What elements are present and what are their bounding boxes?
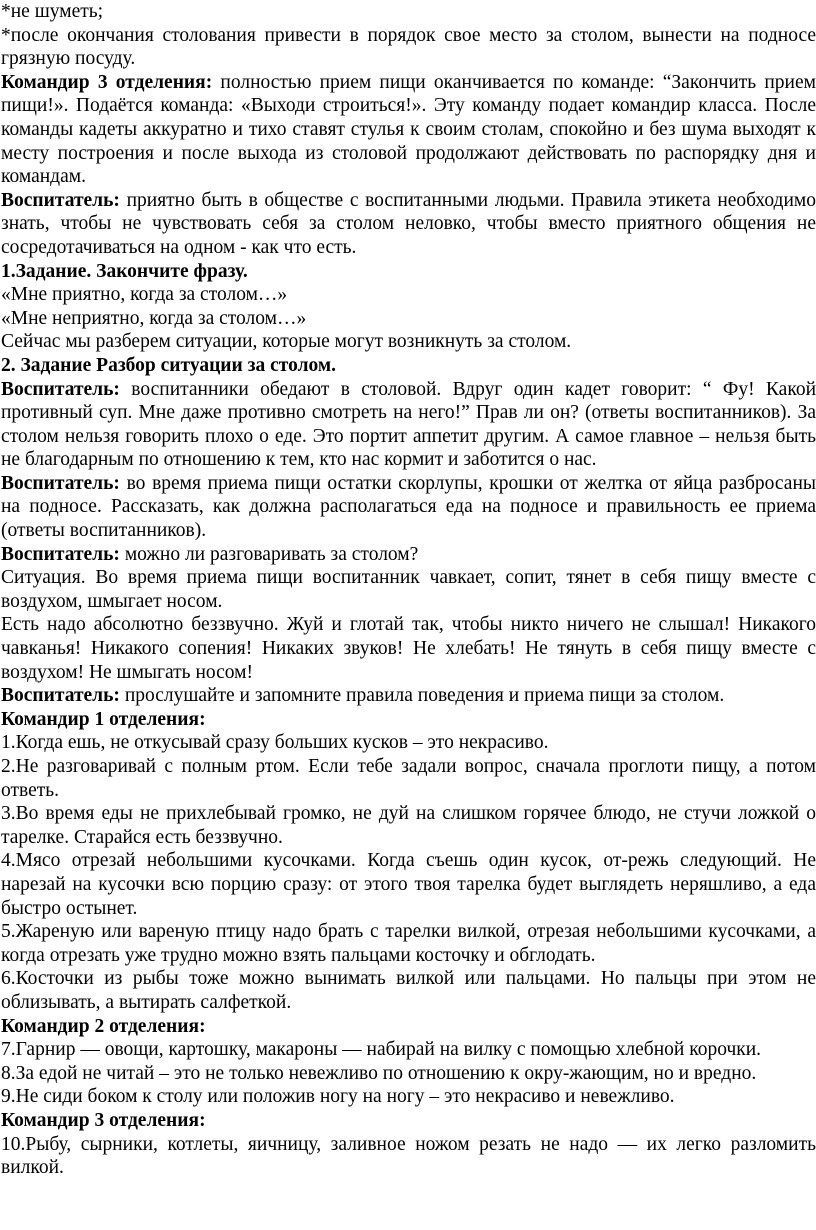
paragraph-text: 3.Во время еды не прихлебывай громко, не дуй на слишком горячее блюдо, не стучи ложкой о тарелке. Старайся есть беззвучно.: [1, 803, 816, 848]
p-rule-3: [1, 802, 816, 849]
paragraph-text: во время приема пищи остатки скорлупы, крошки от желтка от яйца разбросаны на подносе. Рассказать, как должна располагаться еда на подносе и правильность ее приема (ответы воспитанников).: [1, 472, 816, 542]
paragraph-text: Сейчас мы разберем ситуации, которые могут возникнуть за столом.: [1, 331, 572, 353]
paragraph-text: 4.Мясо отрезай небольшими кусочками. Когда съешь один кусок, от-режь следующий. Не нарезай на кусочки всю порцию сразу: от этого твоя тарелка будет выглядеть неряшливо, а еда быстро остынет.: [1, 850, 816, 919]
speaker-label: 2. Задание Разбор ситуации за столом.: [1, 354, 337, 376]
p-posle-okonchaniya: [1, 24, 816, 71]
p-rule-4: [1, 849, 816, 920]
p-seychas-razberem: [1, 330, 816, 354]
p-est-bezzvuchno: [1, 613, 816, 684]
paragraph-text: Ситуация. Во время приема пищи воспитанник чавкает, сопит, тянет в себя пищу вместе с воздухом, шмыгает носом.: [1, 567, 816, 612]
p-vospitatel-proslushayte: [1, 684, 816, 708]
p-zadanie-2: [1, 354, 816, 378]
p-vospitatel-skorlupa: [1, 472, 816, 543]
p-vospitatel-obedayut: [1, 378, 816, 472]
paragraph-text: полностью прием пищи оканчивается по команде: “Закончить прием пищи!». Подаётся команда: «Выходи строиться!». Эту команду подает командир класса. После команды кадеты аккуратно и тихо ставят стулья к своим столам, спокойно и без шума выходят к месту построения и после выхода из столовой продолжают действовать по распорядку дня и командам.: [1, 71, 816, 188]
paragraph-text: «Мне неприятно, когда за столом…»: [1, 307, 307, 329]
speaker-label: Воспитатель:: [1, 189, 120, 211]
p-rule-10: [1, 1133, 816, 1180]
p-vospitatel-priyatno: [1, 189, 816, 260]
paragraph-text: 8.За едой не читай – это не только невежливо по отношению к окру-жающим, но и вредно.: [1, 1062, 757, 1084]
speaker-label: Воспитатель:: [1, 378, 120, 400]
p-rule-7: [1, 1038, 816, 1062]
p-mne-priyatno: [1, 283, 816, 307]
paragraph-text: воспитанники обедают в столовой. Вдруг один кадет говорит: “ Фу! Какой противный суп. Мне даже противно смотреть на него!” Прав ли он? (ответы воспитанников). За столом нельзя говорить плохо о еде. Это портит аппетит другим. А самое главное – нельзя быть не благодарным по отношению к тем, кто нас кормит и заботится о нас.: [1, 378, 816, 471]
p-komandir1-heading: [1, 708, 816, 732]
paragraph-text: 10.Рыбу, сырники, котлеты, яичницу, заливное ножом резать не надо — их легко разломить вилкой.: [1, 1133, 816, 1179]
paragraph-text: 6.Косточки из рыбы тоже можно вынимать вилкой или пальцами. Но пальцы при этом не облизывать, а вытирать салфеткой.: [1, 968, 816, 1013]
p-situaciya-chavkaet: [1, 566, 816, 613]
speaker-label: Командир 1 отделения:: [1, 708, 206, 730]
p-komandir3-zakonchit: [1, 71, 816, 189]
speaker-label: Командир 2 отделения:: [1, 1015, 206, 1037]
speaker-label: Воспитатель:: [1, 685, 120, 707]
p-zadanie-1: [1, 260, 816, 284]
p-rule-6: [1, 967, 816, 1014]
speaker-label: 1.Задание. Закончите фразу.: [1, 260, 248, 282]
speaker-label: Командир 3 отделения:: [1, 1109, 206, 1131]
p-rule-2: [1, 755, 816, 802]
paragraph-text: 9.Не сиди боком к столу или положив ногу на ногу – это некрасиво и невежливо.: [1, 1086, 675, 1108]
paragraph-text: 7.Гарнир — овощи, картошку, макароны — набирай на вилку с помощью хлебной корочки.: [1, 1039, 762, 1061]
paragraph-text: «Мне приятно, когда за столом…»: [1, 284, 288, 306]
p-vospitatel-razgovarivat: [1, 543, 816, 567]
p-mne-nepriyatno: [1, 307, 816, 331]
paragraph-text: 2.Не разговаривай с полным ртом. Если тебе задали вопрос, сначала проглоти пищу, а потом ответь.: [1, 756, 816, 801]
paragraph-text: приятно быть в обществе с воспитанными людьми. Правила этикета необходимо знать, чтобы не чувствовать себя за столом неловко, чтобы вместо приятного общения не сосредотачиваться на одном - как что есть.: [1, 189, 816, 258]
paragraph-text: 5.Жареную или вареную птицу надо брать с тарелки вилкой, отрезая небольшими кусочками, а когда отрезать уже трудно можно взять пальцами косточку и обглодать.: [1, 921, 816, 966]
p-komandir3-heading: [1, 1109, 816, 1133]
paragraph-text: Есть надо абсолютно беззвучно. Жуй и глотай так, чтобы никто ничего не слышал! Никакого чавканья! Никакого сопения! Никаких звуков! Не хлебать! Не тянуть в себя пищу вместе с воздухом! Не шмыгать носом!: [1, 614, 816, 683]
p-komandir2-heading: [1, 1015, 816, 1039]
paragraph-text: прослушайте и запомните правила поведения и приема пищи за столом.: [119, 685, 725, 707]
p-rule-5: [1, 920, 816, 967]
paragraph-text: *не шуметь;: [1, 1, 104, 22]
paragraph-text: 1.Когда ешь, не откусывай сразу больших кусков – это некрасиво.: [1, 732, 549, 754]
speaker-label: Командир 3 отделения:: [1, 71, 213, 93]
paragraph-text: *после окончания столования привести в порядок свое место за столом, вынести на подносе грязную посуду.: [1, 24, 816, 70]
p-ne-shumet: [1, 0, 816, 24]
paragraph-text: можно ли разговаривать за столом?: [119, 543, 419, 565]
p-rule-1: [1, 731, 816, 755]
speaker-label: Воспитатель:: [1, 472, 120, 494]
p-rule-9: [1, 1085, 816, 1109]
p-rule-8: [1, 1062, 816, 1086]
speaker-label: Воспитатель:: [1, 543, 120, 565]
